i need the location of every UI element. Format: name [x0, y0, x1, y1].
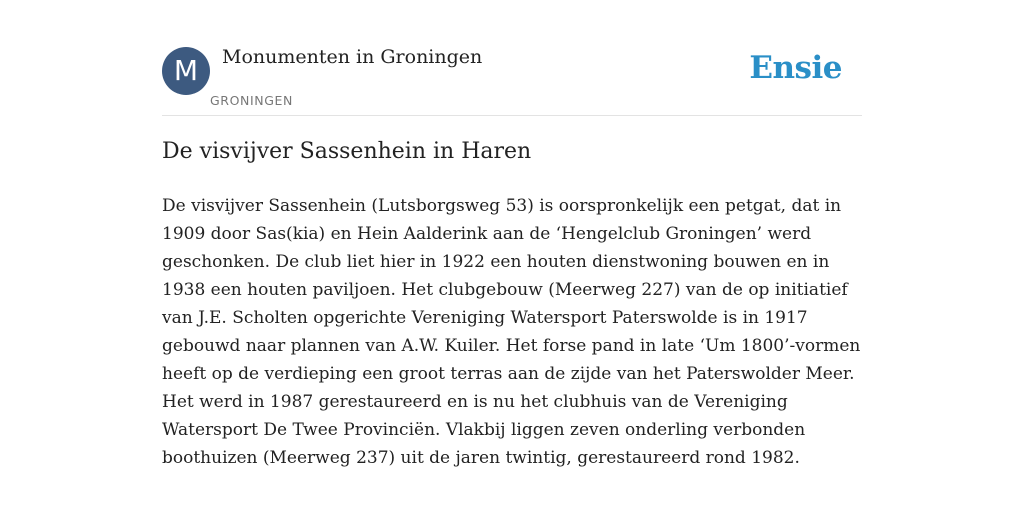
article-line: van J.E. Scholten opgerichte Vereniging Watersport Paterswolde is in 1917: [162, 308, 808, 328]
channel-avatar[interactable]: [162, 47, 210, 95]
article-line: geschonken. De club liet hier in 1922 een houten dienstwoning bouwen en in: [162, 252, 830, 272]
article-line: 1909 door Sas(kia) en Hein Aalderink aan de ‘Hengelclub Groningen’ werd: [162, 224, 812, 244]
article-line: boothuizen (Meerweg 237) uit de jaren twintig, gerestaureerd rond 1982.: [162, 448, 800, 468]
header-divider: [162, 115, 862, 116]
article-body: [162, 192, 862, 472]
channel-title[interactable]: Monumenten in Groningen: [222, 46, 483, 68]
article-line: gebouwd naar plannen van A.W. Kuiler. Het forse pand in late ‘Um 1800’-vormen: [162, 336, 861, 356]
avatar-letter: M: [173, 54, 199, 87]
article-line: 1938 een houten paviljoen. Het clubgebouw (Meerweg 227) van de op initiatief: [162, 280, 848, 300]
ensie-logo[interactable]: Ensie: [749, 50, 842, 86]
article-title: De visvijver Sassenhein in Haren: [162, 139, 532, 164]
article-line: heeft op de verdieping een groot terras aan de zijde van het Paterswolder Meer.: [162, 364, 855, 384]
article-line: Watersport De Twee Provinciën. Vlakbij liggen zeven onderling verbonden: [162, 420, 806, 440]
channel-subtitle[interactable]: GRONINGEN: [210, 93, 293, 108]
article-line: De visvijver Sassenhein (Lutsborgsweg 53) is oorspronkelijk een petgat, dat in: [162, 196, 842, 216]
article-line: Het werd in 1987 gerestaureerd en is nu het clubhuis van de Vereniging: [162, 392, 788, 412]
